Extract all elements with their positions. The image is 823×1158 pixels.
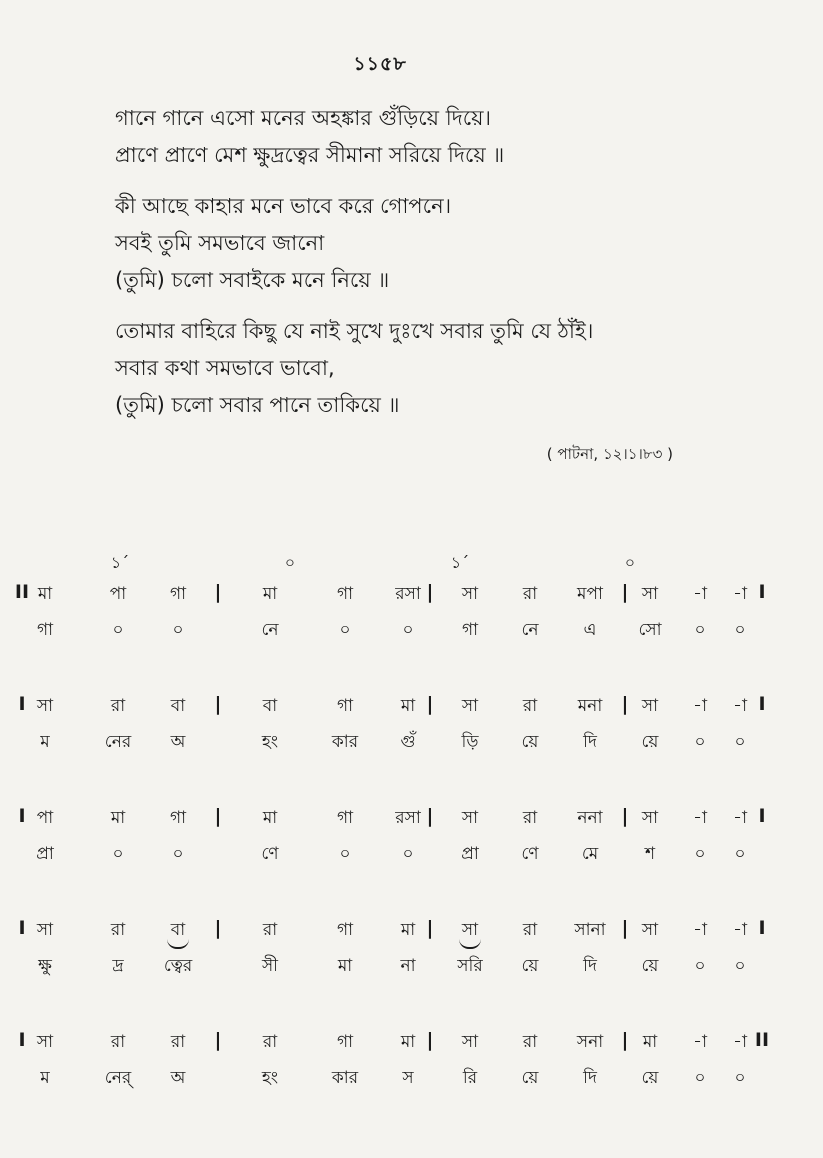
slur-mark [167,939,189,949]
composition-place-date: ( পাটনা, ১২।১।৮৩ ) [546,445,673,463]
swara-note: মা [110,808,126,828]
sahitya-row [0,729,823,759]
sahitya-syllable: য়ে [641,1068,659,1088]
sahitya-syllable: ম [40,732,50,752]
bar-line: | [214,805,222,827]
bar-line: | [426,917,434,939]
swara-note: মা [262,584,278,604]
swara-note: -া [693,584,707,604]
swara-note: গা [169,584,187,604]
swara-note: মা [262,808,278,828]
swara-note: রা [170,1032,186,1052]
sahitya-syllable: ০ [694,732,706,752]
sahitya-syllable: ০ [339,844,351,864]
swara-note: -া [693,808,707,828]
sahitya-syllable: ০ [694,844,706,864]
swara-note: গা [336,920,354,940]
sahitya-syllable: হং [261,732,279,752]
sahitya-syllable: এ [583,620,597,640]
sahitya-syllable: ত্বের [163,956,193,976]
swara-note: রা [522,920,538,940]
sahitya-syllable: ০ [734,732,746,752]
swara-note: গা [169,808,187,828]
staff-line [0,693,823,805]
swara-note: গা [336,696,354,716]
sahitya-syllable: প্রা [36,844,54,864]
bar-line: | [214,581,222,603]
bar-line: I [18,917,26,939]
sahitya-syllable: নের্ [104,1068,132,1088]
swara-note: সা [461,808,479,828]
sahitya-syllable: নে [261,620,279,640]
swara-note: সা [641,808,659,828]
swara-note: বা [170,920,186,940]
sahitya-syllable: ০ [112,620,124,640]
sahitya-syllable: ০ [694,956,706,976]
sahitya-syllable: ০ [734,956,746,976]
swara-note: রা [522,584,538,604]
staff-line [0,917,823,1029]
sahitya-syllable: ০ [734,844,746,864]
sahitya-syllable: সো [638,620,662,640]
swara-note: রা [262,920,278,940]
sahitya-syllable: হং [261,1068,279,1088]
bar-line: II [14,581,30,603]
swara-row [0,1029,823,1059]
swara-note: -া [693,1032,707,1052]
swara-note: মনা [577,696,603,716]
swara-note: রা [522,696,538,716]
swara-note: রা [262,1032,278,1052]
swara-note: -া [693,920,707,940]
bar-line: II [754,1029,770,1051]
bar-line: | [621,1029,629,1051]
sahitya-syllable: ০ [734,1068,746,1088]
sahitya-syllable: ম [40,1068,50,1088]
page-number: ১১৫৮ [353,53,407,75]
bar-line: | [214,1029,222,1051]
sahitya-syllable: প্রা [461,844,479,864]
sahitya-syllable: ০ [694,1068,706,1088]
swara-note: গা [336,808,354,828]
swara-note: মপা [577,584,603,604]
sahitya-syllable: য়ে [521,1068,539,1088]
swara-note: -া [733,1032,747,1052]
swara-note: রা [522,808,538,828]
sahitya-syllable: গুঁ [400,732,416,752]
swara-note: -া [693,696,707,716]
swara-note: -া [733,696,747,716]
sahitya-syllable: কার [331,732,359,752]
staff-line [0,1029,823,1141]
swara-note: সা [641,696,659,716]
sahitya-syllable: ০ [112,844,124,864]
beat-marker: ০ [624,553,636,572]
sahitya-syllable: ণে [261,844,279,864]
sahitya-syllable: শ [644,844,656,864]
swara-note: গা [336,1032,354,1052]
sahitya-syllable: য়ে [521,732,539,752]
sahitya-syllable: কার [331,1068,359,1088]
sahitya-syllable: সী [261,956,279,976]
sahitya-syllable: ০ [339,620,351,640]
swara-note: রা [110,920,126,940]
bar-line: | [214,917,222,939]
swara-note: -া [733,584,747,604]
lyric-line: (তুমি) চলো সবাইকে মনে নিয়ে ॥ [115,268,390,292]
sahitya-syllable: ০ [402,844,414,864]
swara-row [0,805,823,835]
sahitya-row [0,841,823,871]
sahitya-syllable: য়ে [641,956,659,976]
swara-note: মা [400,696,416,716]
bar-line: I [18,1029,26,1051]
beat-marker: ১´ [450,553,470,572]
swara-note: সা [461,584,479,604]
swara-note: সানা [574,920,606,940]
staff-line [0,581,823,693]
swaralipi-notation [0,546,823,1141]
stanza-2 [115,188,735,299]
sahitya-row [0,1065,823,1095]
swara-note: -া [733,920,747,940]
sahitya-row [0,953,823,983]
sahitya-syllable: নের [104,732,132,752]
swara-row [0,693,823,723]
beat-marker: ১´ [110,553,130,572]
slur-mark [459,939,481,949]
swara-note: সা [461,1032,479,1052]
swara-note: সা [36,696,54,716]
beat-marker: ০ [284,553,296,572]
swara-row [0,917,823,947]
bar-line: | [214,693,222,715]
lyric-line: তোমার বাহিরে কিছু যে নাই সুখে দুঃখে সবার তুমি যে ঠাঁই। [115,319,594,343]
sahitya-syllable: ০ [734,620,746,640]
swara-note: -া [733,808,747,828]
sahitya-syllable: ক্ষু [38,956,52,976]
bar-line: I [758,581,766,603]
bar-line: | [621,693,629,715]
swara-note: ননা [577,808,603,828]
lyric-line: কী আছে কাহার মনে ভাবে করে গোপনে। [115,194,452,218]
sahitya-syllable: ০ [172,844,184,864]
swara-note: সা [461,920,479,940]
swara-note: বা [262,696,278,716]
sahitya-syllable: অ [170,1068,186,1088]
sahitya-syllable: মা [337,956,353,976]
swara-note: রা [110,1032,126,1052]
swara-note: মা [37,584,53,604]
sahitya-syllable: ০ [172,620,184,640]
swara-note: গা [336,584,354,604]
sahitya-syllable: দ্র [112,956,124,976]
sahitya-syllable: মে [581,844,599,864]
sahitya-syllable: না [400,956,416,976]
sahitya-syllable: দি [583,732,597,752]
sahitya-syllable: অ [170,732,186,752]
sahitya-syllable: ০ [694,620,706,640]
stanza-3 [115,313,735,424]
sahitya-syllable: ড়ি [461,732,479,752]
staves [0,581,823,1141]
bar-line: | [426,693,434,715]
bar-line: I [758,917,766,939]
sahitya-syllable: রি [462,1068,478,1088]
swara-note: পা [36,808,54,828]
bar-line: I [758,805,766,827]
sahitya-syllable: দি [583,956,597,976]
swara-note: রা [522,1032,538,1052]
lyric-line: সবার কথা সমভাবে ভাবো, [115,356,335,380]
bar-line: I [758,693,766,715]
swara-note: রা [110,696,126,716]
swara-note: বা [170,696,186,716]
swara-note: রসা [395,808,421,828]
swara-note: সা [36,1032,54,1052]
stanza-1 [115,100,735,174]
sahitya-syllable: দি [583,1068,597,1088]
bar-line: | [426,1029,434,1051]
swara-note: সনা [576,1032,604,1052]
swara-note: পা [109,584,127,604]
bar-line: | [621,805,629,827]
sahitya-syllable: স [402,1068,414,1088]
sahitya-syllable: য়ে [641,732,659,752]
sahitya-syllable: ণে [521,844,539,864]
sahitya-syllable: য়ে [521,956,539,976]
swara-note: সা [641,920,659,940]
bar-line: | [426,805,434,827]
swara-note: মা [400,920,416,940]
sahitya-syllable: গা [461,620,479,640]
lyric-line: (তুমি) চলো সবার পানে তাকিয়ে ॥ [115,393,400,417]
bar-line: | [621,917,629,939]
sahitya-syllable: গা [36,620,54,640]
swara-note: সা [36,920,54,940]
swara-note: সা [641,584,659,604]
sahitya-row [0,617,823,647]
sahitya-syllable: নে [521,620,539,640]
lyric-line: সবই তুমি সমভাবে জানো [115,231,325,255]
swara-note: রসা [395,584,421,604]
lyrics [115,100,735,438]
bar-line: | [426,581,434,603]
swara-note: মা [400,1032,416,1052]
sahitya-syllable: সরি [457,956,483,976]
swara-note: মা [642,1032,658,1052]
staff-line [0,805,823,917]
lyric-line: গানে গানে এসো মনের অহঙ্কার গুঁড়িয়ে দিয়ে। [115,106,492,130]
swara-row [0,581,823,611]
lyric-line: প্রাণে প্রাণে মেশ ক্ষুদ্রত্বের সীমানা সরিয়ে দিয়ে ॥ [115,143,505,167]
sahitya-syllable: ০ [402,620,414,640]
bar-line: | [621,581,629,603]
swara-note: সা [461,696,479,716]
bar-line: I [18,693,26,715]
beat-markers [0,546,823,581]
bar-line: I [18,805,26,827]
